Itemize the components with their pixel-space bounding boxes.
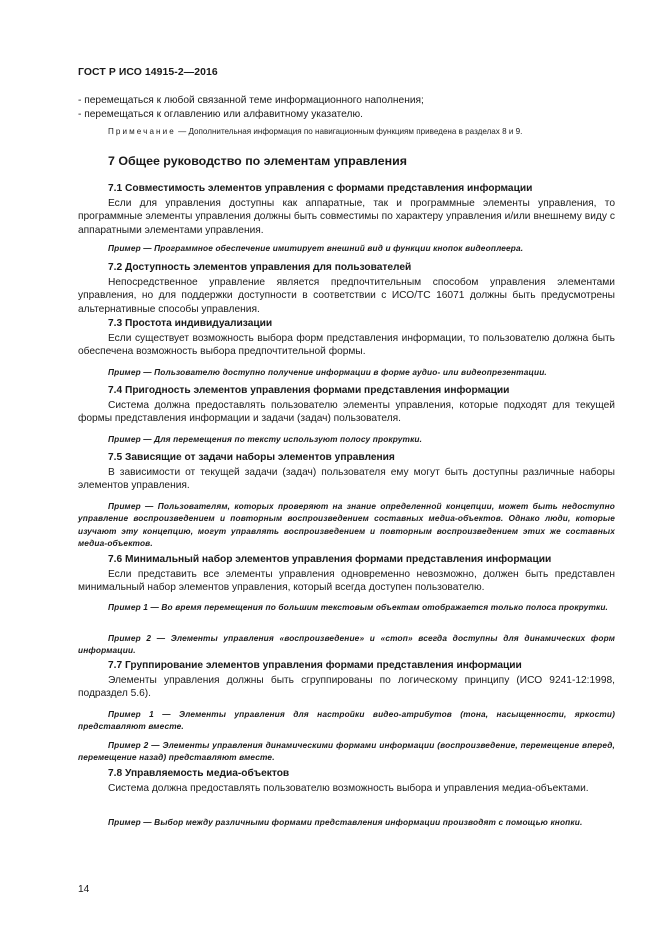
example: Пример 1 — Элементы управления для настройки видео-атрибутов (тона, насыщенности, яркости) представляют вместе. [78,709,615,732]
paragraph: Элементы управления должны быть сгруппированы по логическому принципу (ИСО 9241-12:1998, подраздел 5.6). [78,675,615,700]
list-item: - перемещаться к любой связанной теме информационного наполнения; [78,95,424,106]
example: Пример 1 — Во время перемещения по большим текстовым объектам отображается только полоса прокрутки. [108,602,609,612]
paragraph: Система должна предоставлять пользователю элементы управления, которые подходят для текущей формы представления информации и задачи (задач) пользователя. [78,400,615,425]
subsection-title: 7.3 Простота индивидуализации [108,318,273,329]
subsection-title: 7.1 Совместимость элементов управления с формами представления информации [108,183,533,194]
note [108,126,623,138]
paragraph: Если для управления доступны как аппаратные, так и программные элементы управления, то программные элементы управления должны быть совместимы по характеру управления и/или внешнему виду с аппаратными элементами управления. [78,198,615,236]
example: Пример — Пользователю доступно получение информации в форме аудио- или видеопрезентации. [108,367,547,377]
example: Пример 2 — Элементы управления динамическими формами информации (воспроизведение, перемещение вперед, перемещение назад) представляют вместе. [78,740,615,763]
note-label: Примечание [108,127,176,136]
example: Пример — Пользователям, которых проверяют на знание определенной концепции, может быть недоступно управление воспроизведением и повторным воспроизведением составных медиа-объектов. Однако люди, которые изучают эту концепцию, могут управлять воспроизведением и повторным воспроизведением этих же составных медиа-объектов. [78,501,615,549]
subsection-title: 7.7 Группирование элементов управления формами представления информации [108,660,522,671]
paragraph: В зависимости от текущей задачи (задач) пользователя ему могут быть доступны различные наборы элементов управления. [78,467,615,492]
paragraph: Непосредственное управление является предпочтительным способом управления элементами управления, но для поддержки доступности в соответствии с ИСО/ТС 16071 должны быть предусмотрены альтернативные способы управления. [78,277,615,315]
subsection-title: 7.8 Управляемость медиа-объектов [108,768,290,779]
subsection-title: 7.4 Пригодность элементов управления формами представления информации [108,385,510,396]
example: Пример — Для перемещения по тексту используют полосу прокрутки. [108,434,423,444]
section-title: 7 Общее руководство по элементам управления [108,154,407,168]
paragraph: Если существует возможность выбора форм представления информации, то пользователю должна быть обеспечена возможность выбора предпочтительной формы. [78,333,615,358]
example: Пример — Выбор между различными формами представления информации производят с помощью кнопки. [108,817,583,827]
note-text: — Дополнительная информация по навигационным функциям приведена в разделах 8 и 9. [175,127,523,136]
list-item: - перемещаться к оглавлению или алфавитному указателю. [78,109,363,120]
paragraph: Если представить все элементы управления одновременно невозможно, должен быть представлен минимальный набор элементов управления, который всегда доступен пользователю. [78,569,615,594]
subsection-title: 7.2 Доступность элементов управления для пользователей [108,262,412,273]
example: Пример 2 — Элементы управления «воспроизведение» и «стоп» всегда доступны для динамических форм информации. [78,633,615,656]
paragraph: Система должна предоставлять пользователю возможность выбора и управления медиа-объектами. [108,783,589,794]
subsection-title: 7.6 Минимальный набор элементов управления формами представления информации [108,554,552,565]
page-number: 14 [78,884,90,895]
example: Пример — Программное обеспечение имитирует внешний вид и функции кнопок видеоплеера. [108,243,524,253]
document-header: ГОСТ Р ИСО 14915-2—2016 [78,67,218,78]
subsection-title: 7.5 Зависящие от задачи наборы элементов управления [108,452,395,463]
